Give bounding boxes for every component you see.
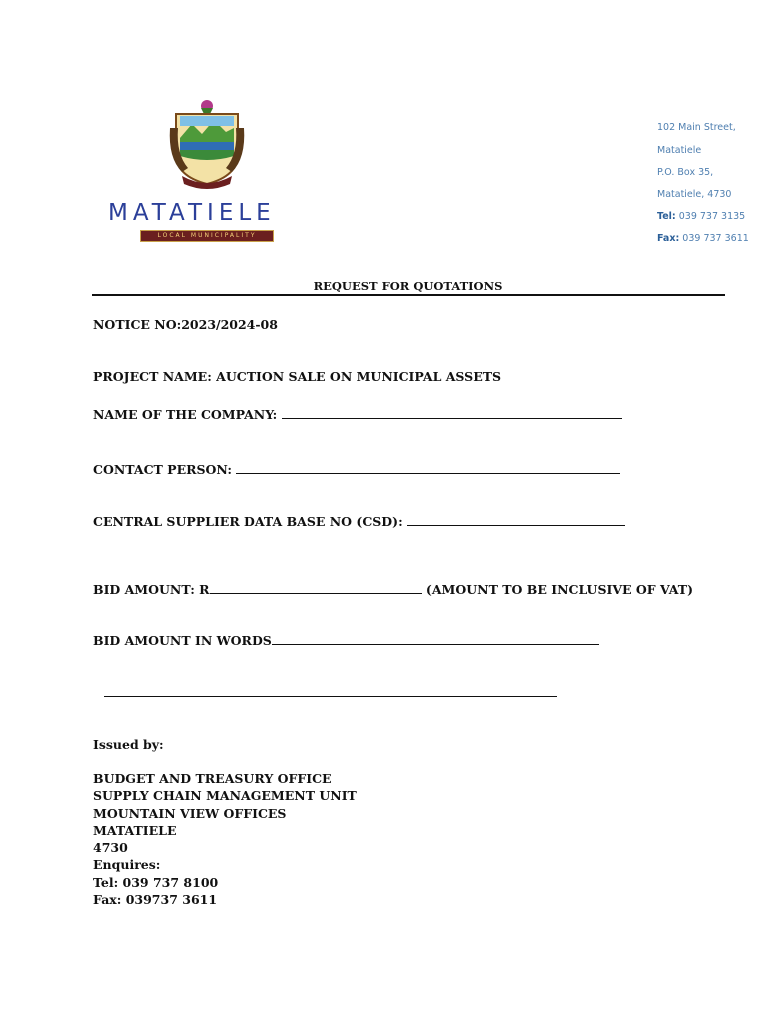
company-name-field: [93, 406, 622, 422]
contact-person-label: CONTACT PERSON:: [93, 462, 237, 477]
bid-amount-words-blank-2[interactable]: [104, 696, 557, 697]
address-fax: [657, 233, 749, 244]
title-divider: [92, 294, 725, 296]
issuer-building: MOUNTAIN VIEW OFFICES: [93, 805, 287, 821]
notice-number: NOTICE NO:2023/2024-08: [93, 317, 278, 332]
company-name-label: NAME OF THE COMPANY:: [93, 407, 282, 422]
csd-number-label: CENTRAL SUPPLIER DATA BASE NO (CSD):: [93, 514, 408, 529]
bid-amount-words-label: BID AMOUNT IN WORDS: [93, 633, 272, 648]
project-name: PROJECT NAME: AUCTION SALE ON MUNICIPAL ASSETS: [93, 369, 502, 384]
csd-number-field: [93, 513, 625, 529]
address-line-1: 102 Main Street,: [657, 122, 736, 133]
tel-label: Tel:: [657, 211, 676, 222]
issuer-block: [93, 770, 357, 908]
bid-amount-words-field: [93, 632, 599, 648]
municipal-crest-logo: [168, 98, 246, 190]
contact-person-blank[interactable]: [236, 461, 620, 474]
enquiries-label: Enquires:: [93, 857, 161, 873]
bid-amount-label: BID AMOUNT: R: [93, 582, 210, 597]
fax-value: 039 737 3611: [679, 233, 749, 244]
issuer-unit: SUPPLY CHAIN MANAGEMENT UNIT: [93, 788, 357, 804]
issuer-office: BUDGET AND TREASURY OFFICE: [93, 771, 332, 786]
enquiries-fax: Fax: 039737 3611: [93, 892, 218, 908]
brand-wordmark: MATATIELE: [108, 200, 276, 226]
address-line-3: P.O. Box 35,: [657, 167, 714, 178]
tel-value: 039 737 3135: [675, 211, 746, 222]
fax-label: Fax:: [657, 233, 680, 244]
document-title: REQUEST FOR QUOTATIONS: [313, 279, 503, 293]
contact-person-field: [93, 461, 620, 477]
issued-by-heading: Issued by:: [93, 737, 164, 752]
bid-amount-words-blank[interactable]: [272, 632, 599, 645]
enquiries-tel: Tel: 039 737 8100: [93, 874, 219, 890]
bid-amount-vat-note: (AMOUNT TO BE INCLUSIVE OF VAT): [421, 582, 693, 597]
csd-number-blank[interactable]: [407, 513, 625, 526]
issuer-postcode: 4730: [93, 840, 128, 856]
address-tel: [657, 211, 745, 222]
bid-amount-field: [93, 581, 693, 597]
address-line-2: Matatiele: [657, 145, 702, 156]
issuer-town: MATATIELE: [93, 822, 177, 838]
brand-subtitle-ribbon: LOCAL MUNICIPALITY: [140, 230, 274, 242]
bid-amount-blank[interactable]: [210, 581, 422, 594]
company-name-blank[interactable]: [282, 406, 622, 419]
address-line-4: Matatiele, 4730: [657, 189, 732, 200]
